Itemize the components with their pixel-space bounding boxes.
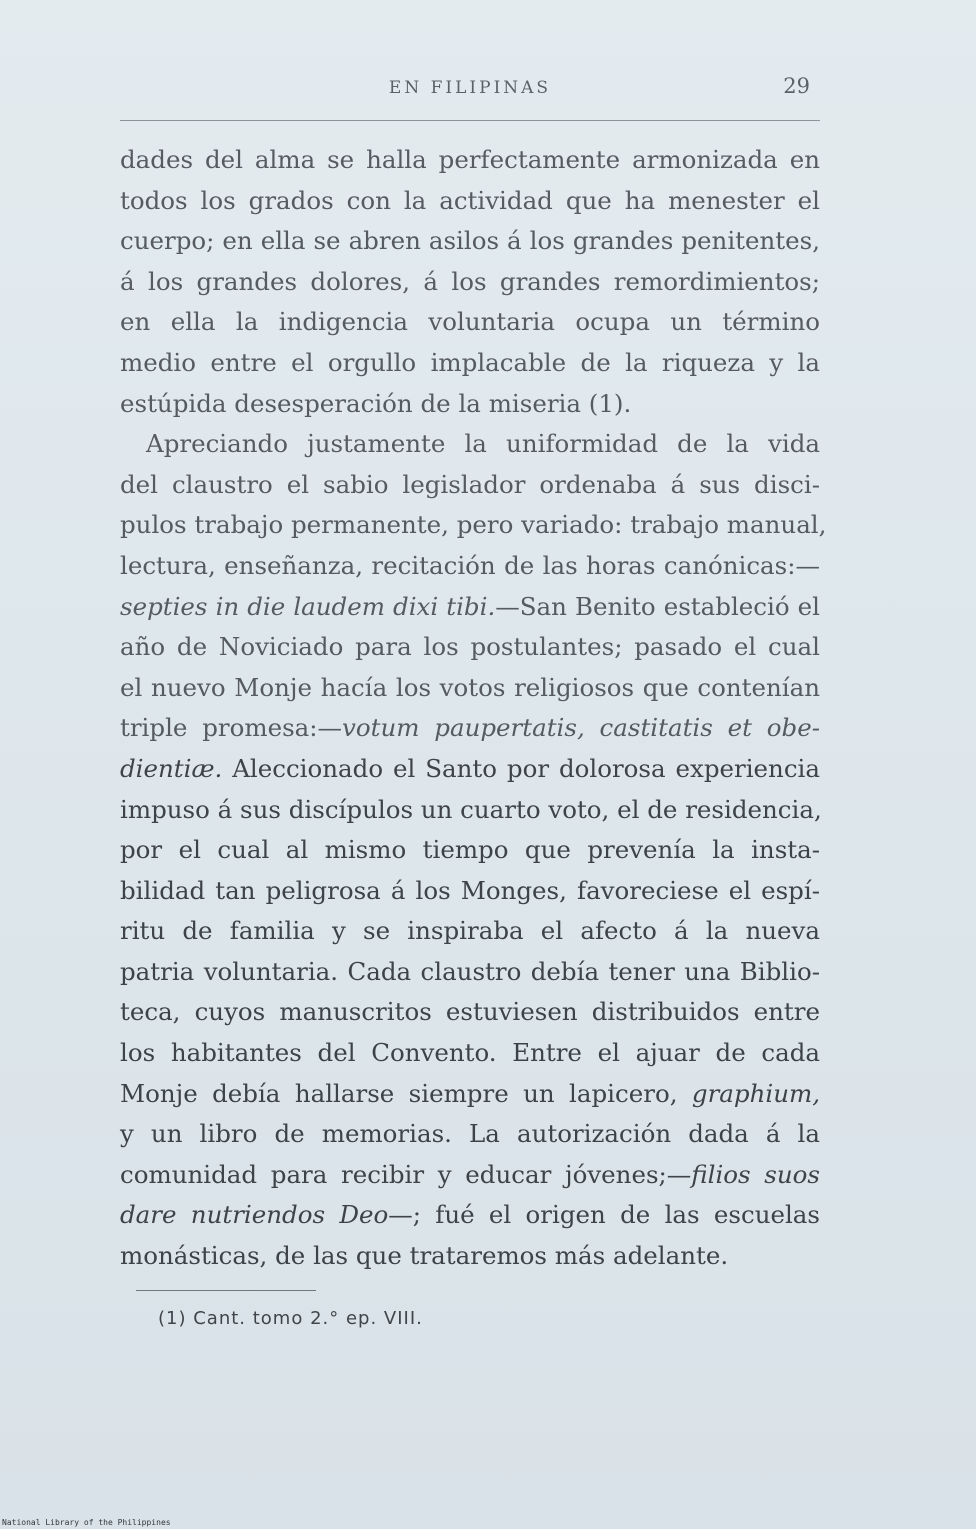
text-segment: comunidad para recibir y educar jóvenes;— bbox=[120, 1159, 692, 1189]
text-line: pulos trabajo permanente, pero variado: trabajo manual, bbox=[120, 510, 827, 540]
text-line: patria voluntaria. Cada claustro debía tener una Biblio- bbox=[120, 956, 820, 986]
text-line bbox=[120, 587, 820, 628]
text-line: lectura, enseñanza, recitación de las horas canónicas:— bbox=[120, 550, 820, 580]
latin-quote: votum paupertatis, castitatis et obe- bbox=[342, 713, 820, 743]
page-header bbox=[120, 70, 820, 110]
text-line: teca, cuyos manuscritos estuviesen distribuidos entre bbox=[120, 997, 820, 1027]
text-line: medio entre el orgullo implacable de la riqueza y la bbox=[120, 347, 820, 377]
text-line: á los grandes dolores, á los grandes remordimientos; bbox=[120, 266, 820, 296]
text-line: Apreciando justamente la uniformidad de la vida bbox=[146, 429, 820, 459]
text-line: y un libro de memorias. La autorización dada á la bbox=[120, 1119, 820, 1149]
text-segment: triple promesa:— bbox=[120, 713, 343, 743]
text-line: año de Noviciado para los postulantes; pasado el cual bbox=[120, 632, 820, 662]
text-line: dades del alma se halla perfectamente armonizada en bbox=[120, 145, 820, 174]
latin-quote: dientiæ. bbox=[120, 753, 223, 783]
footnote-rule bbox=[136, 1290, 316, 1291]
text-segment: —San Benito estableció el bbox=[495, 591, 820, 621]
paragraph-2 bbox=[120, 424, 827, 1276]
text-segment: Aleccionado el Santo por dolorosa experiencia bbox=[222, 753, 820, 783]
text-line bbox=[120, 1195, 820, 1236]
library-credit: National Library of the Philippines bbox=[2, 1518, 171, 1527]
text-line: cuerpo; en ella se abren asilos á los grandes penitentes, bbox=[120, 226, 820, 256]
paragraph-1 bbox=[120, 140, 820, 424]
text-line: impuso á sus discípulos un cuarto voto, el de residencia, bbox=[120, 794, 822, 824]
header-rule bbox=[120, 120, 820, 121]
text-line bbox=[120, 1074, 820, 1115]
latin-quote: dare nutriendos Deo bbox=[120, 1200, 389, 1230]
text-segment: —; fué el origen de las escuelas bbox=[388, 1200, 820, 1230]
page-number: 29 bbox=[783, 74, 810, 98]
text-line bbox=[120, 1155, 820, 1196]
text-line: por el cual al mismo tiempo que prevenía la insta- bbox=[120, 835, 820, 865]
text-line: estúpida desesperación de la miseria (1). bbox=[120, 388, 632, 418]
text-line: ritu de familia y se inspiraba el afecto á la nueva bbox=[120, 916, 820, 946]
text-line: el nuevo Monje hacía los votos religiosos que contenían bbox=[120, 672, 820, 702]
running-title: EN FILIPINAS bbox=[388, 78, 552, 98]
text-line: del claustro el sabio legislador ordenaba á sus disci- bbox=[120, 469, 820, 499]
text-line: en ella la indigencia voluntaria ocupa un término bbox=[120, 307, 820, 337]
text-segment: Monje debía hallarse siempre un lapicero, bbox=[120, 1078, 692, 1108]
text-line bbox=[120, 749, 820, 790]
text-line: los habitantes del Convento. Entre el ajuar de cada bbox=[120, 1038, 820, 1068]
latin-quote: septies in die laudem dixi tibi. bbox=[120, 591, 496, 621]
text-line: monásticas, de las que trataremos más adelante. bbox=[120, 1241, 729, 1271]
body-text bbox=[120, 140, 827, 1277]
text-line: todos los grados con la actividad que ha menester el bbox=[120, 185, 820, 215]
latin-quote: graphium, bbox=[691, 1078, 820, 1108]
latin-quote: filios suos bbox=[691, 1159, 820, 1189]
text-line: bilidad tan peligrosa á los Monges, favoreciese el espí- bbox=[120, 875, 820, 905]
footnote: (1) Cant. tomo 2.° ep. VIII. bbox=[158, 1308, 423, 1329]
text-line bbox=[120, 708, 820, 749]
